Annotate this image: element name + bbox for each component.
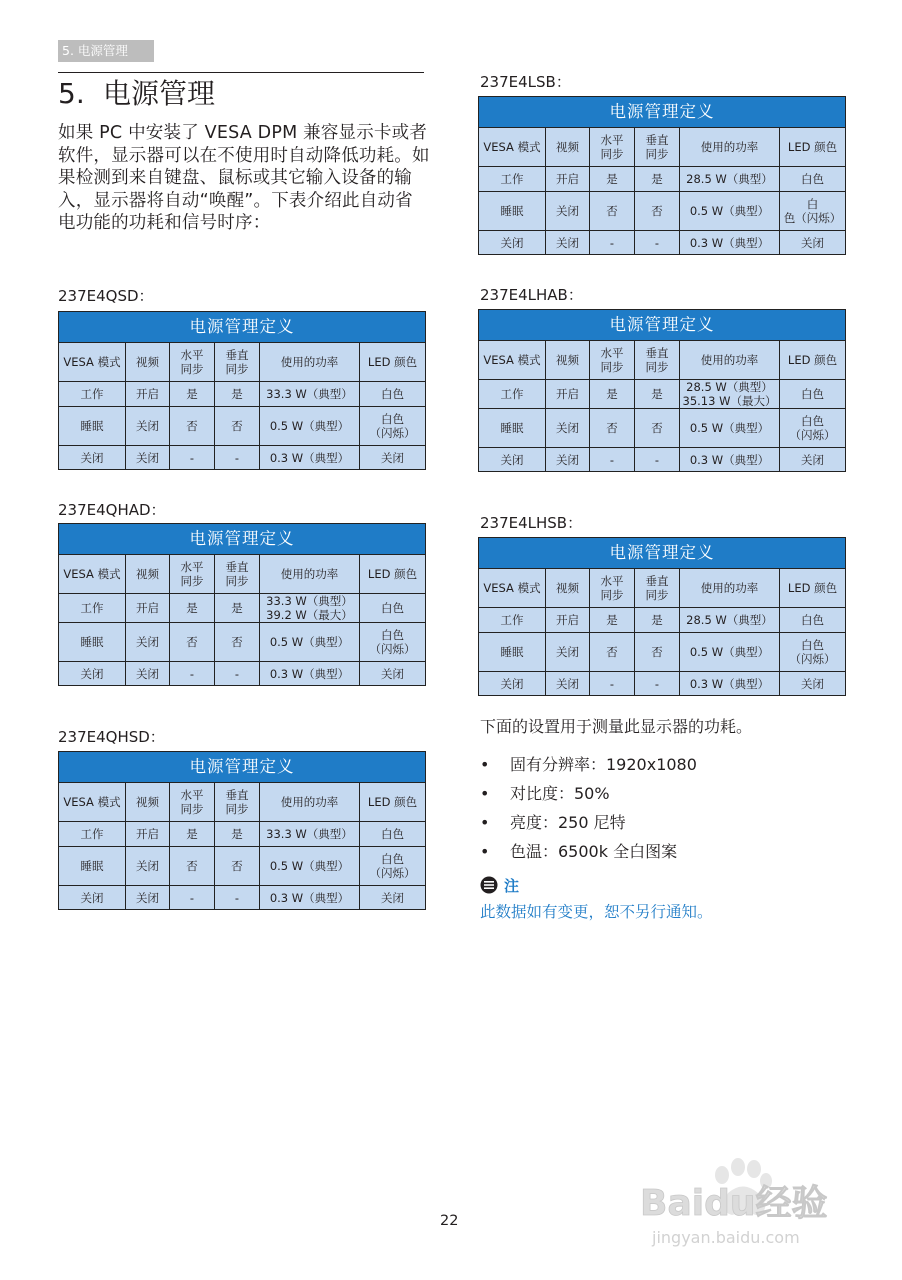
note-label: 注: [504, 877, 520, 895]
table-cell: 33.3 W（典型）: [260, 382, 360, 407]
table-cell: 开启: [126, 822, 170, 847]
column-header: 使用的功率: [260, 343, 360, 382]
table-cell: 28.5 W（典型）: [680, 167, 780, 192]
list-item: [480, 810, 697, 839]
table-cell: 是: [170, 594, 215, 623]
model-label: 237E4LSB：: [480, 73, 571, 91]
column-header: 视频: [126, 783, 170, 822]
model-label: 237E4LHSB：: [480, 514, 583, 532]
table-row: [59, 446, 426, 470]
column-header: 垂直 同步: [215, 555, 260, 594]
table-cell: 关闭: [780, 448, 846, 472]
column-header: 视频: [126, 343, 170, 382]
table-cell: 睡眠: [479, 633, 546, 672]
table-cell: 工作: [59, 594, 126, 623]
table-cell: 关闭: [360, 886, 426, 910]
column-header: VESA 模式: [59, 555, 126, 594]
table-cell: 0.5 W（典型）: [680, 409, 780, 448]
watermark-url: jingyan.baidu.com: [652, 1228, 800, 1247]
table-cell: 开启: [546, 608, 590, 633]
table-cell: 否: [590, 192, 635, 231]
table-cell: 否: [635, 409, 680, 448]
table-cell: 是: [170, 382, 215, 407]
table-cell: -: [170, 886, 215, 910]
table-caption: 电源管理定义: [479, 97, 846, 128]
column-header: LED 颜色: [780, 128, 846, 167]
table-cell: 关闭: [546, 633, 590, 672]
chapter-title-text: 电源管理: [103, 77, 216, 110]
column-header: VESA 模式: [59, 343, 126, 382]
table-cell: 否: [215, 407, 260, 446]
column-header: LED 颜色: [780, 341, 846, 380]
column-header: 水平 同步: [170, 343, 215, 382]
running-head: 5. 电源管理: [58, 40, 154, 62]
table-cell: 关闭: [59, 446, 126, 470]
table-cell: 关闭: [126, 623, 170, 662]
table-cell: 工作: [59, 382, 126, 407]
column-header: 垂直 同步: [635, 341, 680, 380]
list-item: [480, 839, 697, 868]
table-cell: 0.3 W（典型）: [260, 886, 360, 910]
table-cell: 关闭: [360, 446, 426, 470]
intro-paragraph: 如果 PC 中安装了 VESA DPM 兼容显示卡或者软件，显示器可以在不使用时自动降低功耗。如果检测到来自键盘、鼠标或其它输入设备的输入，显示器将自动“唤醒”。下表介绍此自动省电功能的功耗和信号时序：: [58, 123, 430, 233]
table-cell: 33.3 W（典型）: [260, 822, 360, 847]
table-cell: 0.3 W（典型）: [680, 672, 780, 696]
table-row: [479, 231, 846, 255]
table-row: [59, 822, 426, 847]
table-cell: 是: [590, 380, 635, 409]
table-cell: 是: [635, 380, 680, 409]
bullet: •: [480, 755, 490, 774]
column-header: VESA 模式: [479, 569, 546, 608]
chapter-number: 5.: [58, 77, 85, 110]
power-management-table: [58, 523, 426, 686]
table-cell: -: [215, 886, 260, 910]
table-cell: 开启: [546, 167, 590, 192]
table-cell: 关闭: [126, 886, 170, 910]
list-item: [480, 781, 697, 810]
bullet: •: [480, 784, 490, 803]
table-cell: 0.3 W（典型）: [680, 448, 780, 472]
table-cell: 关闭: [59, 662, 126, 686]
table-row: [59, 382, 426, 407]
table-cell: 0.5 W（典型）: [680, 633, 780, 672]
table-cell: 是: [215, 382, 260, 407]
table-cell: 开启: [546, 380, 590, 409]
table-caption: 电源管理定义: [59, 312, 426, 343]
column-header: 使用的功率: [680, 341, 780, 380]
table-cell: 否: [170, 623, 215, 662]
table-cell: -: [215, 662, 260, 686]
table-cell: -: [635, 231, 680, 255]
table-cell: 关闭: [780, 672, 846, 696]
table-cell: 否: [635, 633, 680, 672]
model-label: 237E4QHAD：: [58, 501, 166, 519]
table-cell: 开启: [126, 594, 170, 623]
table-cell: 28.5 W（典型） 35.13 W（最大）: [680, 380, 780, 409]
table-row: [479, 409, 846, 448]
table-cell: 白色: [360, 822, 426, 847]
column-header: 水平 同步: [590, 128, 635, 167]
title-rule: [58, 72, 424, 73]
table-cell: 关闭: [126, 446, 170, 470]
table-cell: 睡眠: [59, 623, 126, 662]
list-item: [480, 752, 697, 781]
chapter-title: [58, 74, 215, 114]
table-caption: 电源管理定义: [479, 538, 846, 569]
power-management-table: [478, 96, 846, 255]
table-cell: 白色 （闪烁）: [360, 847, 426, 886]
table-cell: 关闭: [546, 672, 590, 696]
power-management-table: [478, 537, 846, 696]
column-header: 水平 同步: [590, 341, 635, 380]
table-cell: 0.5 W（典型）: [680, 192, 780, 231]
power-management-table: [58, 751, 426, 910]
table-cell: 白色: [360, 382, 426, 407]
table-cell: 开启: [126, 382, 170, 407]
table-cell: 0.3 W（典型）: [680, 231, 780, 255]
table-cell: 关闭: [546, 192, 590, 231]
column-header: VESA 模式: [59, 783, 126, 822]
table-row: [59, 662, 426, 686]
table-cell: 关闭: [126, 407, 170, 446]
table-cell: 睡眠: [479, 192, 546, 231]
column-header: 水平 同步: [170, 555, 215, 594]
setting-resolution: 固有分辨率：1920x1080: [510, 755, 697, 774]
table-cell: 0.5 W（典型）: [260, 623, 360, 662]
column-header: LED 颜色: [360, 343, 426, 382]
table-cell: 0.3 W（典型）: [260, 662, 360, 686]
column-header: 使用的功率: [260, 783, 360, 822]
table-cell: 白 色（闪烁）: [780, 192, 846, 231]
table-cell: 白色: [780, 608, 846, 633]
table-cell: 33.3 W（典型） 39.2 W（最大）: [260, 594, 360, 623]
column-header: 水平 同步: [590, 569, 635, 608]
setting-contrast: 对比度：50%: [510, 784, 610, 803]
table-cell: 关闭: [546, 448, 590, 472]
table-row: [59, 623, 426, 662]
table-row: [479, 448, 846, 472]
table-cell: 工作: [479, 380, 546, 409]
bullet: •: [480, 813, 490, 832]
column-header: VESA 模式: [479, 128, 546, 167]
column-header: 使用的功率: [260, 555, 360, 594]
table-cell: -: [590, 448, 635, 472]
table-cell: -: [635, 672, 680, 696]
column-header: 使用的功率: [680, 128, 780, 167]
table-cell: -: [590, 231, 635, 255]
table-cell: -: [215, 446, 260, 470]
table-cell: 关闭: [479, 231, 546, 255]
model-label: 237E4QSD：: [58, 287, 154, 305]
table-row: [479, 380, 846, 409]
table-cell: 关闭: [546, 409, 590, 448]
table-cell: 睡眠: [59, 847, 126, 886]
table-cell: 白色 （闪烁）: [360, 623, 426, 662]
column-header: 使用的功率: [680, 569, 780, 608]
table-cell: 白色: [780, 167, 846, 192]
table-cell: 0.5 W（典型）: [260, 847, 360, 886]
table-caption: 电源管理定义: [59, 524, 426, 555]
column-header: LED 颜色: [780, 569, 846, 608]
table-cell: 是: [635, 167, 680, 192]
table-row: [479, 633, 846, 672]
column-header: LED 颜色: [360, 783, 426, 822]
table-cell: 否: [170, 407, 215, 446]
column-header: 视频: [126, 555, 170, 594]
table-cell: 0.5 W（典型）: [260, 407, 360, 446]
table-cell: 工作: [479, 608, 546, 633]
column-header: 水平 同步: [170, 783, 215, 822]
table-cell: 关闭: [360, 662, 426, 686]
note-text: 此数据如有变更，恕不另行通知。: [480, 903, 713, 921]
table-cell: 是: [590, 608, 635, 633]
table-cell: -: [170, 446, 215, 470]
table-row: [479, 608, 846, 633]
table-cell: 否: [635, 192, 680, 231]
table-cell: 是: [590, 167, 635, 192]
table-cell: 否: [590, 633, 635, 672]
table-cell: 是: [215, 594, 260, 623]
column-header: VESA 模式: [479, 341, 546, 380]
measurement-lead: 下面的设置用于测量此显示器的功耗。: [480, 717, 753, 736]
setting-brightness: 亮度：250 尼特: [510, 813, 626, 832]
column-header: 视频: [546, 128, 590, 167]
column-header: LED 颜色: [360, 555, 426, 594]
column-header: 垂直 同步: [635, 569, 680, 608]
table-cell: 白色 （闪烁）: [780, 409, 846, 448]
table-cell: -: [170, 662, 215, 686]
table-row: [479, 672, 846, 696]
table-cell: 白色 （闪烁）: [780, 633, 846, 672]
table-cell: -: [590, 672, 635, 696]
table-cell: 关闭: [780, 231, 846, 255]
table-cell: 白色: [780, 380, 846, 409]
column-header: 垂直 同步: [215, 783, 260, 822]
page-number: 22: [440, 1213, 459, 1229]
table-row: [479, 192, 846, 231]
power-management-table: [478, 309, 846, 472]
setting-color-temperature: 色温：6500k 全白图案: [510, 842, 678, 861]
table-row: [59, 847, 426, 886]
table-row: [59, 594, 426, 623]
column-header: 视频: [546, 569, 590, 608]
table-cell: 0.3 W（典型）: [260, 446, 360, 470]
column-header: 视频: [546, 341, 590, 380]
table-cell: 睡眠: [479, 409, 546, 448]
table-caption: 电源管理定义: [59, 752, 426, 783]
model-label: 237E4LHAB：: [480, 286, 583, 304]
note-heading: [480, 876, 519, 896]
table-cell: 白色: [360, 594, 426, 623]
measurement-settings-list: [480, 752, 697, 868]
table-cell: 否: [215, 847, 260, 886]
baidu-jingyan-watermark: [640, 1145, 850, 1250]
power-management-table: [58, 311, 426, 470]
table-cell: 是: [170, 822, 215, 847]
table-cell: 关闭: [126, 847, 170, 886]
table-row: [59, 407, 426, 446]
table-cell: 关闭: [479, 448, 546, 472]
table-cell: 关闭: [126, 662, 170, 686]
table-cell: 28.5 W（典型）: [680, 608, 780, 633]
table-cell: 是: [635, 608, 680, 633]
table-cell: 是: [215, 822, 260, 847]
table-row: [59, 886, 426, 910]
note-icon: [480, 876, 498, 894]
table-cell: 睡眠: [59, 407, 126, 446]
table-cell: 否: [170, 847, 215, 886]
model-label: 237E4QHSD：: [58, 728, 165, 746]
bullet: •: [480, 842, 490, 861]
table-cell: 工作: [479, 167, 546, 192]
table-cell: 白色 （闪烁）: [360, 407, 426, 446]
table-cell: 否: [590, 409, 635, 448]
table-cell: -: [635, 448, 680, 472]
table-cell: 关闭: [59, 886, 126, 910]
table-caption: 电源管理定义: [479, 310, 846, 341]
table-cell: 否: [215, 623, 260, 662]
table-row: [479, 167, 846, 192]
table-cell: 关闭: [479, 672, 546, 696]
table-cell: 关闭: [546, 231, 590, 255]
column-header: 垂直 同步: [635, 128, 680, 167]
column-header: 垂直 同步: [215, 343, 260, 382]
watermark-brand: Baidu经验: [640, 1183, 828, 1224]
table-cell: 工作: [59, 822, 126, 847]
